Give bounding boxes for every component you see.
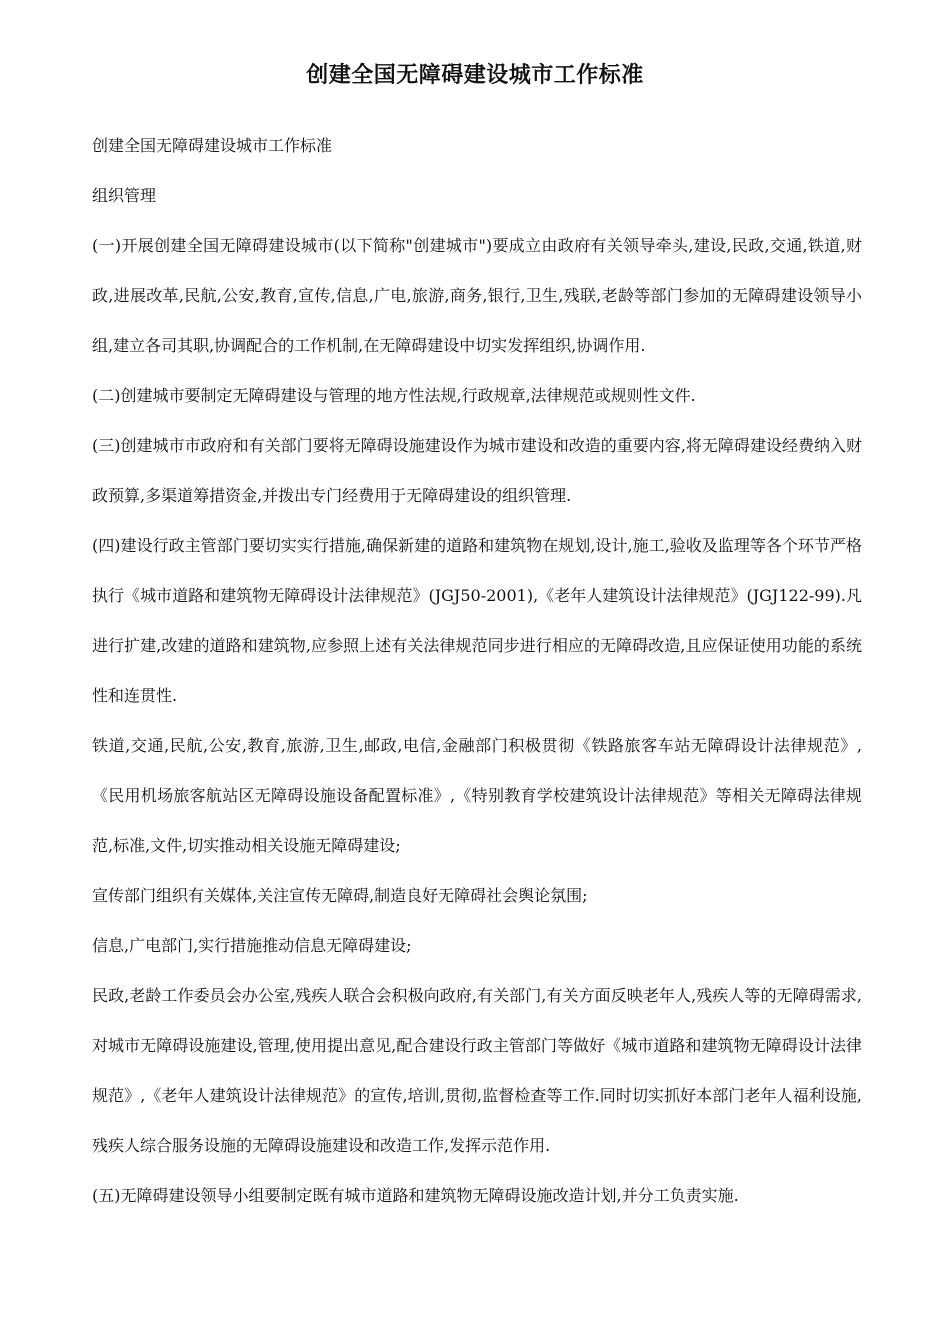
paragraph-departments-publicity: 宣传部门组织有关媒体,关注宣传无障碍,制造良好无障碍社会舆论氛围; <box>92 886 588 905</box>
paragraph-item-1: (一)开展创建全国无障碍建设城市(以下简称"创建城市")要成立由政府有关领导牵头,建设,民政,交通,铁道,财政,进展改革,民航,公安,教育,宣传,信息,广电,旅游,商务,银行,卫生,残联,老龄等部门参加的无障碍建设领导小组,建立各司其职,协调配合的工作机制,在无障碍建设中切实发挥组织,协调作用. <box>92 236 862 355</box>
paragraph-item-5: (五)无障碍建设领导小组要制定既有城市道路和建筑物无障碍设施改造计划,并分工负责实施. <box>92 1186 739 1205</box>
document-title: 创建全国无障碍建设城市工作标准 <box>306 63 644 88</box>
paragraph-departments-railway: 铁道,交通,民航,公安,教育,旅游,卫生,邮政,电信,金融部门积极贯彻《铁路旅客车站无障碍设计法律规范》,《民用机场旅客航站区无障碍设施设备配置标准》,《特别教育学校建筑设计法律规范》等相关无障碍法律规范,标准,文件,切实推动相关设施无障碍建设; <box>92 736 862 855</box>
paragraph-item-4: (四)建设行政主管部门要切实实行措施,确保新建的道路和建筑物在规划,设计,施工,验收及监理等各个环节严格执行《城市道路和建筑物无障碍设计法律规范》(JGJ50-2001),《老年人建筑设计法律规范》(JGJ122-99).凡进行扩建,改建的道路和建筑物,应参照上述有关法律规范同步进行相应的无障碍改造,且应保证使用功能的系统性和连贯性. <box>92 536 862 705</box>
paragraph-item-2: (二)创建城市要制定无障碍建设与管理的地方性法规,行政规章,法律规范或规则性文件. <box>92 386 696 405</box>
paragraph-departments-information: 信息,广电部门,实行措施推动信息无障碍建设; <box>92 936 412 955</box>
document-body <box>92 121 862 1221</box>
subtitle-paragraph: 创建全国无障碍建设城市工作标准 <box>92 136 333 155</box>
section-heading-organization: 组织管理 <box>92 186 157 205</box>
paragraph-departments-civil-affairs: 民政,老龄工作委员会办公室,残疾人联合会积极向政府,有关部门,有关方面反映老年人,残疾人等的无障碍需求,对城市无障碍设施建设,管理,使用提出意见,配合建设行政主管部门等做好《城市道路和建筑物无障碍设计法律规范》,《老年人建筑设计法律规范》的宣传,培训,贯彻,监督检查等工作.同时切实抓好本部门老年人福利设施,残疾人综合服务设施的无障碍设施建设和改造工作,发挥示范作用. <box>92 986 862 1155</box>
paragraph-item-3: (三)创建城市市政府和有关部门要将无障碍设施建设作为城市建设和改造的重要内容,将无障碍建设经费纳入财政预算,多渠道筹措资金,并拨出专门经费用于无障碍建设的组织管理. <box>92 436 862 505</box>
